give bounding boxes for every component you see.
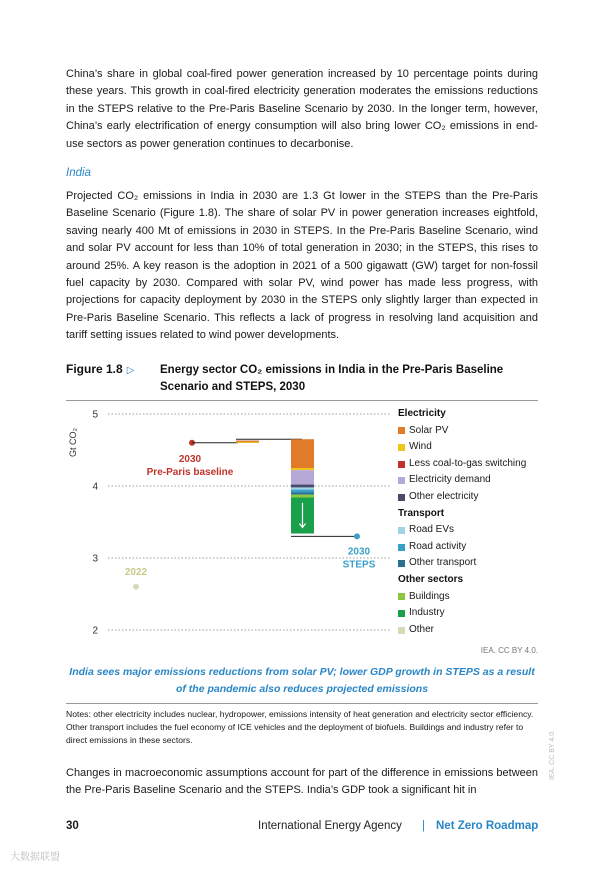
legend-item [398, 555, 526, 572]
legend-item [398, 456, 526, 473]
legend-label: Solar PV [409, 424, 449, 436]
figure-top-rule [66, 400, 538, 401]
section-title-india: India [66, 167, 91, 179]
bar-wind [291, 468, 314, 470]
legend-label: Less coal-to-gas switching [409, 457, 527, 469]
legend-group-title: Transport [398, 507, 445, 519]
footer-report: Net Zero Roadmap [436, 820, 539, 832]
y-axis-title: Gt CO₂ [68, 428, 78, 457]
legend-item [398, 522, 526, 539]
legend-label: Road activity [409, 540, 467, 552]
legend-swatch [398, 427, 405, 434]
legend-label: Other [409, 623, 435, 635]
legend-swatch [398, 461, 405, 468]
bar-other-transport [291, 492, 314, 494]
figure-number: Figure 1.8 [66, 362, 123, 376]
label-name-steps: STEPS [342, 559, 376, 571]
label-name-baseline: Pre-Paris baseline [146, 466, 234, 478]
bar-wind [236, 441, 259, 442]
macroeconomic-paragraph: Changes in macroeconomic assumptions account for part of the difference in emissions between the Pre-Paris Baseline Scenario and the STEPS. India’s GDP took a significant hit in [66, 767, 538, 797]
legend-label: Other electricity [409, 490, 479, 502]
legend-swatch [398, 544, 405, 551]
chart-legend [398, 406, 526, 638]
intro-paragraph: China’s share in global coal-fired power generation increased by 10 percentage points during these years. This growth in coal-fired electricity generation moderates the emissions reductions in the STEPS relative to the Pre-Paris Baseline Scenario by 2030. In the longer term, however, China’s early electrification of energy consumption will also bring lower CO₂ emissions in end-use sectors as power generation continues to decarbonise. [66, 68, 538, 150]
bar-buildings [291, 495, 314, 498]
legend-label: Industry [409, 607, 445, 619]
legend-swatch [398, 627, 405, 634]
y-tick-label: 3 [92, 553, 98, 565]
legend-swatch [398, 593, 405, 600]
legend-label: Road EVs [409, 524, 455, 536]
bar-road-activity [291, 490, 314, 493]
side-credit: IEA. CC BY 4.0. [549, 729, 556, 780]
figure-credit: IEA. CC BY 4.0. [480, 646, 538, 655]
legend-item [398, 472, 526, 489]
y-tick-label: 5 [92, 409, 98, 421]
bar-other-electricity [291, 485, 314, 488]
bar-solar-pv [291, 439, 314, 468]
point-2022 [133, 584, 139, 590]
legend-item [398, 439, 526, 456]
legend-swatch [398, 560, 405, 567]
figure-label [66, 362, 134, 376]
point-steps [354, 533, 360, 539]
label-year-2022: 2022 [124, 566, 148, 578]
page-number: 30 [66, 820, 79, 832]
footer-org: International Energy Agency [258, 820, 402, 832]
figure-title: Energy sector CO₂ emissions in India in the Pre-Paris Baseline Scenario and STEPS, 2030 [160, 364, 504, 393]
y-tick-label: 4 [92, 481, 98, 493]
triangle-icon: ▷ [126, 365, 135, 376]
y-tick-label: 2 [92, 625, 98, 637]
legend-group-title: Electricity [398, 408, 446, 419]
india-paragraph: Projected CO₂ emissions in India in 2030 are 1.3 Gt lower in the STEPS than the Pre-Paris Baseline Scenario (Figure 1.8). The share of solar PV in power generation increases eightfold, saving nearly 400 Mt of emissions in 2030 in STEPS. In the Pre-Paris Baseline Scenario, wind and solar PV account for less than 10% of total generation in 2030; in the STEPS, this rises to around 25%. A key reason is the adoption in 2021 of a 500 gigawatt (GW) target for non-fossil fuel capacity by 2030. Compared with solar PV, wind power has made less progress, with projections for capacity deployment by 2030 in the STEPS only slightly larger than expected in Pre-Paris Baseline Scenario. This reflects a lack of progress in resolving land acquisition and tariff setting issues related to wind power developments. [66, 190, 538, 342]
label-year-steps: 2030 [347, 546, 371, 558]
label-year-baseline: 2030 [178, 453, 202, 465]
figure-caption: India sees major emissions reductions from solar PV; lower GDP growth in STEPS as a result of the pandemic also reduces projected emissions [69, 666, 535, 695]
legend-item [398, 539, 526, 556]
legend-group-title: Other sectors [398, 573, 464, 585]
legend-item [398, 605, 526, 622]
legend-swatch [398, 610, 405, 617]
waterfall-chart [66, 402, 396, 646]
legend-item [398, 622, 526, 639]
legend-item [398, 423, 526, 440]
legend-label: Wind [409, 441, 432, 453]
legend-item [398, 489, 526, 506]
figure-notes: Notes: other electricity includes nuclear, hydropower, emissions intensity of heat generation and electricity sector efficiency. Other transport includes the fuel economy of ICE vehicles and the deployment of biofuels. Buildings and industry refer to direct emissions in these sectors. [66, 709, 534, 745]
footer-separator: | [422, 820, 425, 832]
legend-item [398, 589, 526, 606]
legend-label: Other transport [409, 557, 477, 569]
watermark: 大数据联盟 [10, 852, 60, 863]
legend-label: Electricity demand [409, 474, 491, 486]
legend-swatch [398, 494, 405, 501]
legend-swatch [398, 444, 405, 451]
legend-swatch [398, 527, 405, 534]
legend-swatch [398, 477, 405, 484]
bar-electricity-demand [291, 470, 314, 484]
legend-label: Buildings [409, 590, 450, 602]
bar-road-evs [291, 487, 314, 489]
figure-bottom-rule [66, 703, 538, 704]
